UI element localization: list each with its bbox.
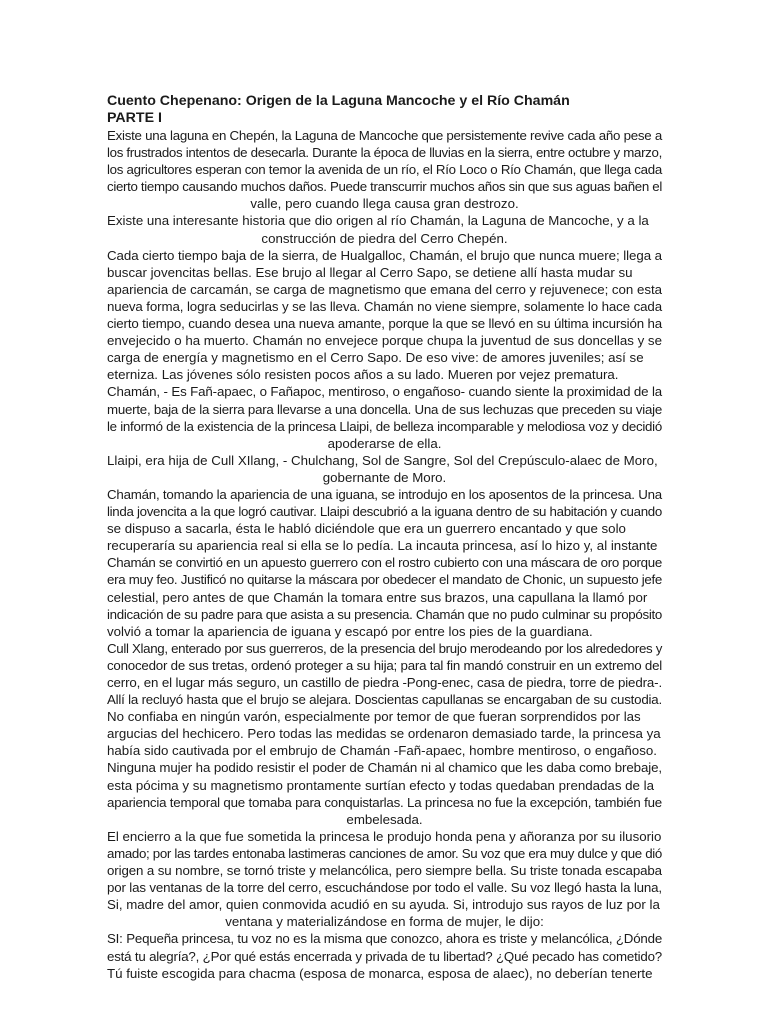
body-text-line: Cull Xlang, enterado por sus guerreros, de la presencia del brujo merodeando por los alrededores y bbox=[107, 640, 663, 656]
body-text-line: conocedor de sus tretas, ordenó proteger a su hija; para tal fin mandó construir en un extremo del bbox=[107, 657, 663, 673]
body-text-line: los frustrados intentos de desecarla. Durante la época de lluvias en la sierra, entre octubre y marzo, bbox=[107, 145, 662, 161]
body-text-line: eterniza. Las jóvenes sólo resisten pocos años a su lado. Mueren por vejez prematura. bbox=[107, 367, 619, 383]
body-text-line: SI: Pequeña princesa, tu voz no es la misma que conozco, ahora es triste y melancólica, ¿Dónde bbox=[107, 931, 663, 947]
body-text-line: indicación de su padre para que asista a su presencia. Chamán que no pudo culminar su propósito bbox=[107, 606, 662, 622]
body-text-line: gobernante de Moro. bbox=[322, 469, 447, 485]
body-text-line: apariencia temporal que tomaba para conquistarlas. La princesa no fue la excepción, también fue bbox=[107, 794, 662, 810]
body-text-line: se dispuso a sacarla, ésta le habló diciéndole que era un guerrero encantado y que solo bbox=[107, 521, 626, 537]
document-part-heading: PARTE I bbox=[107, 110, 162, 126]
body-text-line: envejecido o ha muerto. Chamán no envejece porque chupa la juventud de sus doncellas y se bbox=[107, 333, 662, 349]
body-text-line: construcción de piedra del Cerro Chepén. bbox=[261, 230, 508, 246]
body-text-line: está tu alegría?, ¿Por qué estás encerrada y privada de tu libertad? ¿Qué pecado has cometido? bbox=[107, 948, 662, 964]
body-text-line: Chamán, - Es Fañ-apaec, o Fañapoc, mentiroso, o engañoso- cuando siente la proximidad de la bbox=[107, 384, 663, 400]
body-text-line: nueva forma, logra seducirlas y se las lleva. Chamán no viene siempre, solamente lo hace cada bbox=[107, 298, 663, 314]
body-text-line: Existe una laguna en Chepén, la Laguna de Mancoche que persistemente revive cada año pese a bbox=[107, 128, 662, 143]
body-text-line: linda jovencita a la que logró cautivar. Llaipi descubrió a la iguana dentro de su habitación y cuando bbox=[107, 504, 662, 520]
body-text-line: le informó de la existencia de la princesa Llaipi, de belleza incomparable y melodiosa voz y decidió bbox=[107, 418, 662, 434]
body-text-line: recuperaría su apariencia real si ella se lo pedía. La incauta princesa, así lo hizo y, al instante bbox=[107, 538, 658, 554]
body-text-line: ventana y materializándose en forma de mujer, le dijo: bbox=[225, 914, 544, 930]
body-text-line: origen a su nombre, se tornó triste y melancólica, pero siempre bella. Su triste tonada escapaba bbox=[107, 863, 662, 879]
body-text-line: valle, pero cuando llega causa gran destrozo. bbox=[250, 196, 519, 212]
body-text-line: Llaipi, era hija de Cull XIlang, - Chulchang, Sol de Sangre, Sol del Crepúsculo-alaec de Moro, bbox=[107, 452, 658, 468]
body-text-line: Chamán, tomando la apariencia de una iguana, se introdujo en los aposentos de la princesa. Una bbox=[107, 486, 662, 502]
body-text-line: Tú fuiste escogida para chacma (esposa de monarca, esposa de alaec), no deberían tenerte bbox=[107, 965, 653, 981]
body-text-line: argucias del hechicero. Pero todas las medidas se ordenaron demasiado tarde, la princesa ya bbox=[107, 726, 661, 742]
body-text-line: carga de energía y magnetismo en el Cerro Sapo. De eso vive: de amores juveniles; así se bbox=[107, 350, 644, 366]
body-text-line: volvió a tomar la apariencia de iguana y escapó por entre los pies de la guardiana. bbox=[107, 623, 593, 639]
body-text-line: apariencia de carcamán, se carga de magnetismo que emana del cerro y rejuvenece; con esta bbox=[107, 281, 662, 297]
body-text-line: Existe una interesante historia que dio origen al río Chamán, la Laguna de Mancoche, y a la bbox=[107, 213, 649, 229]
body-text-line: cierto tiempo, cuando desea una nueva amante, porque la que se llevó en su última incursión ha bbox=[107, 316, 662, 332]
body-text-line: cerro, en el lugar más seguro, un castillo de piedra -Pong-enec, casa de piedra, torre de piedra-. bbox=[107, 675, 663, 690]
body-text-line: por las ventanas de la torre del cerro, escuchándose por todo el valle. Su voz llegó hasta la luna, bbox=[107, 880, 662, 896]
body-text-line: Allí la recluyó hasta que el brujo se alejara. Doscientas capullanas se encargaban de su custodia. bbox=[107, 692, 662, 708]
body-text-line: celestial, pero antes de que Chamán la tomara entre sus brazos, una capullana la llamó por bbox=[107, 589, 648, 605]
body-text-line: Ninguna mujer ha podido resistir el poder de Chamán ni al chamico que les daba como brebaje, bbox=[107, 760, 662, 776]
body-text-line: El encierro a la que fue sometida la princesa le produjo honda pena y añoranza por su ilusorio bbox=[107, 828, 662, 844]
body-text-line: apoderarse de ella. bbox=[327, 435, 442, 451]
body-text-line: había sido cautivada por el embrujo de Chamán -Fañ-apaec, hombre mentiroso, o engañoso. bbox=[107, 743, 657, 759]
body-text-line: cierto tiempo causando muchos daños. Puede transcurrir muchos años sin que sus aguas bañen el bbox=[107, 179, 662, 195]
document-page bbox=[107, 93, 662, 982]
body-text-line: embelesada. bbox=[346, 811, 423, 827]
body-text-line: No confiaba en ningún varón, especialmente por temor de que fueran sorprendidos por las bbox=[107, 709, 641, 725]
body-text-line: amado; por las tardes entonaba lastimeras canciones de amor. Su voz que era muy dulce y que dió bbox=[107, 845, 662, 861]
body-text-line: esta pócima y su magnetismo prontamente surtían efecto y todas quedaban prendadas de la bbox=[107, 777, 654, 793]
document-body bbox=[107, 127, 662, 982]
body-text-line: Cada cierto tiempo baja de la sierra, de Hualgalloc, Chamán, el brujo que nunca muere; llega a bbox=[107, 247, 663, 263]
body-text-line: los agricultores esperan con temor la avenida de un río, el Río Loco o Río Chamán, que llega cada bbox=[107, 162, 663, 178]
body-text-line: era muy feo. Justificó no quitarse la máscara por obedecer el mandato de Chonic, un supuesto jefe bbox=[107, 572, 663, 588]
body-text-line: muerte, baja de la sierra para llevarse a una doncella. Una de sus lechuzas que preceden su viaje bbox=[107, 401, 663, 417]
body-text-line: buscar jovencitas bellas. Ese brujo al llegar al Cerro Sapo, se detiene allí hasta mudar su bbox=[107, 264, 633, 280]
document-title: Cuento Chepenano: Origen de la Laguna Mancoche y el Río Chamán bbox=[107, 93, 570, 109]
body-text-line: Si, madre del amor, quien conmovida acudió en su ayuda. Si, introdujo sus rayos de luz por la bbox=[107, 897, 660, 913]
body-text-line: Chamán se convirtió en un apuesto guerrero con el rostro cubierto con una máscara de oro porque bbox=[107, 555, 662, 571]
